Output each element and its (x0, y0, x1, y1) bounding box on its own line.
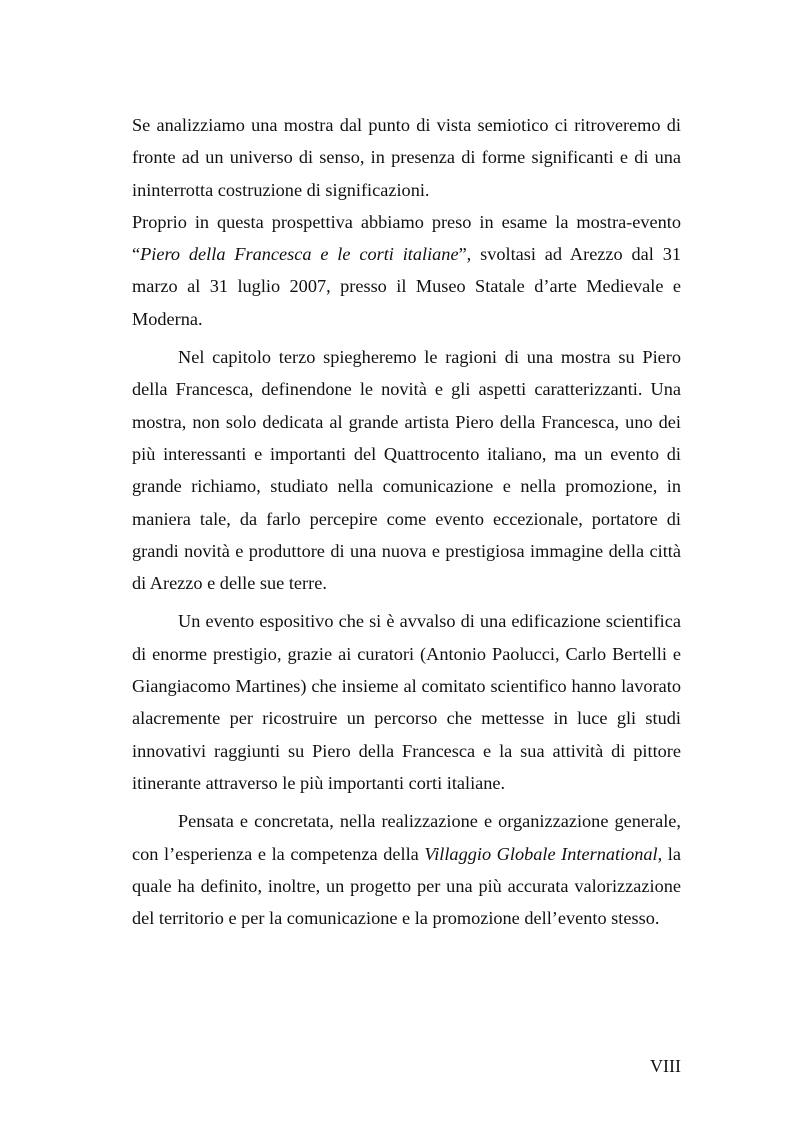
exhibition-title: Piero della Francesca e le corti italiane (140, 244, 459, 265)
paragraph-text-segment: Pensata e concretata, nella realizzazione e organizzazione generale, con l’esperienza e la competenza della (132, 811, 681, 864)
organizer-name: Villaggio Globale International (424, 843, 658, 864)
paragraph-chapter-three: Nel capitolo terzo spiegheremo le ragioni di una mostra su Piero della Francesca, definendone le novità e gli aspetti caratterizzanti. Una mostra, non solo dedicata al grande artista Piero della Francesca, uno dei più interessanti e importanti del Quattrocento italiano, ma un evento di grande richiamo, studiato nella comunicazione e nella promozione, in maniera tale, da farlo percepire come evento eccezionale, portatore di grandi novità e produttore di una nuova e prestigiosa immagine della città di Arezzo e delle sue terre. (132, 347, 681, 594)
paragraph-scientific-curators: Un evento espositivo che si è avvalso di una edificazione scientifica di enorme prestigio, grazie ai curatori (Antonio Paolucci, Carlo Bertelli e Giangiacomo Martines) che insieme al comitato scientifico hanno lavorato alacremente per ricostruire un percorso che mettesse in luce gli studi innovativi raggiunti su Piero della Francesca e la sua attività di pittore itinerante attraverso le più importanti corti italiane. (132, 611, 681, 793)
paragraph-text-segment: ”, svoltasi ad Arezzo dal 31 marzo al 31 luglio 2007, presso il Museo Statale d’arte Medievale e Moderna. (132, 244, 681, 329)
paragraph-semiotic-intro: Se analizziamo una mostra dal punto di vista semiotico ci ritroveremo di fronte ad un universo di senso, in presenza di forme significanti e di una ininterrotta costruzione di significazioni. (132, 115, 681, 200)
paragraph-organization (132, 805, 681, 934)
paragraph-text-segment: , la quale ha definito, inoltre, un progetto per una più accurata valorizzazione del territorio e per la comunicazione e la promozione dell’evento stesso. (132, 843, 681, 929)
paragraph-text-segment: Proprio in questa prospettiva abbiamo preso in esame la mostra-evento “ (132, 211, 681, 265)
page-number: VIII (650, 1056, 681, 1076)
paragraph-exhibition-intro (132, 206, 681, 335)
page-body (132, 109, 681, 934)
